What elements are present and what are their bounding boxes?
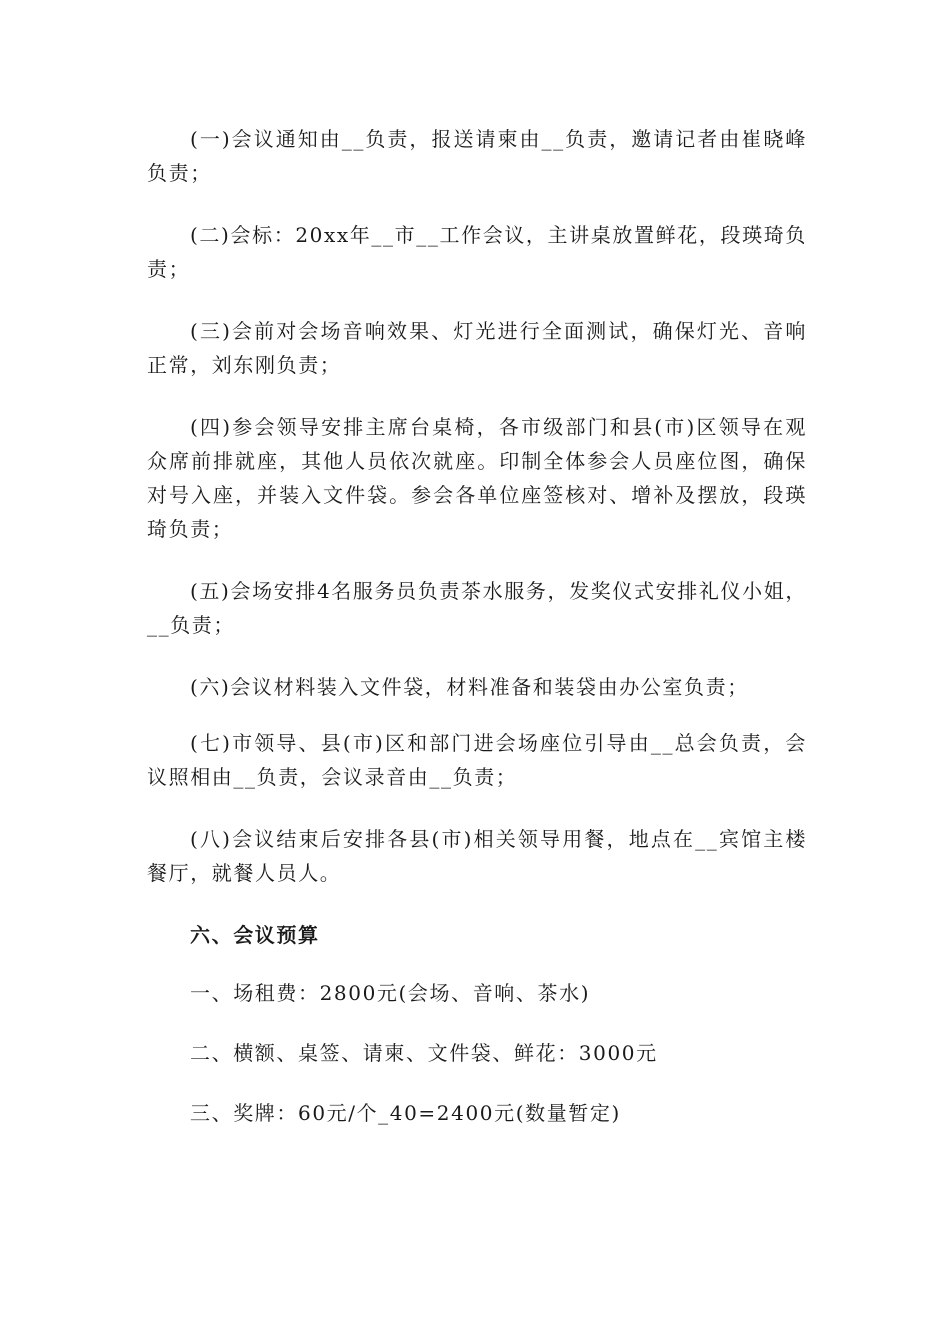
- task-item-4: (四)参会领导安排主席台桌椅，各市级部门和县(市)区领导在观众席前排就座，其他人员依次就座。印制全体参会人员座位图，确保对号入座，并装入文件袋。参会各单位座签核对、增补及摆放，段瑛琦负责；: [147, 415, 807, 541]
- task-item-8: (八)会议结束后安排各县(市)相关领导用餐，地点在__宾馆主楼餐厅，就餐人员人。: [147, 827, 807, 885]
- task-item-5: (五)会场安排4名服务员负责茶水服务，发奖仪式安排礼仪小姐，__负责；: [147, 579, 807, 637]
- budget-item-2: 二、横额、桌签、请柬、文件袋、鲜花：3000元: [190, 1041, 658, 1065]
- task-item-6: (六)会议材料装入文件袋，材料准备和装袋由办公室负责；: [190, 675, 749, 699]
- task-item-7: (七)市领导、县(市)区和部门进会场座位引导由__总会负责，会议照相由__负责，会议录音由__负责；: [147, 731, 807, 789]
- budget-item-3: 三、奖牌：60元/个_40=2400元(数量暂定): [190, 1101, 621, 1125]
- task-item-1: (一)会议通知由__负责，报送请柬由__负责，邀请记者由崔晓峰负责；: [147, 127, 807, 185]
- section-heading-budget: 六、会议预算: [190, 923, 320, 947]
- budget-item-1: 一、场租费：2800元(会场、音响、茶水): [190, 981, 591, 1005]
- document-body: [147, 122, 807, 1156]
- task-item-3: (三)会前对会场音响效果、灯光进行全面测试，确保灯光、音响正常，刘东刚负责；: [147, 319, 807, 377]
- task-item-2: (二)会标：20xx年__市__工作会议，主讲桌放置鲜花，段瑛琦负责；: [147, 223, 807, 281]
